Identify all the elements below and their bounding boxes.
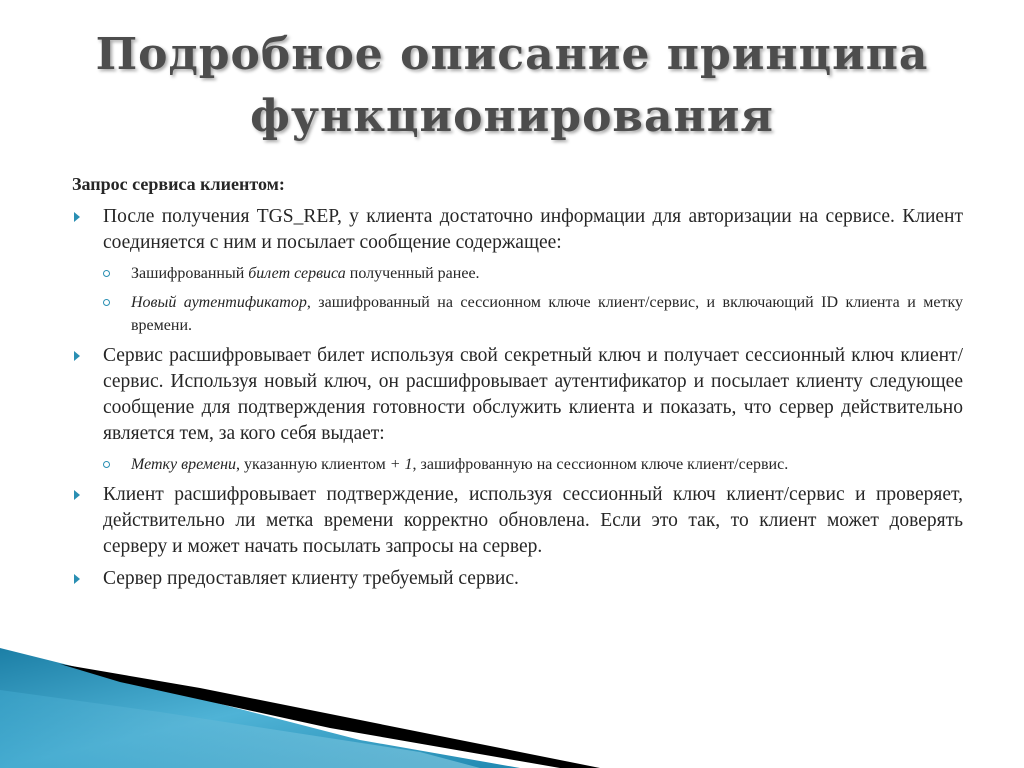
- sub-text-post: полученный ранее.: [345, 265, 480, 282]
- triangle-bullet-icon: [74, 212, 80, 222]
- circle-bullet-icon: [103, 270, 110, 277]
- triangle-bullet-icon: [74, 574, 80, 584]
- circle-bullet-icon: [103, 299, 110, 306]
- sub-text-em: Метку времени: [131, 456, 237, 473]
- bullet-item-1: [72, 204, 963, 256]
- sub-text-post: , зашифрованную на сессионном ключе клиент/сервис.: [412, 456, 789, 473]
- sub-text-em: Новый аутентификатор: [131, 294, 307, 311]
- bullet-text: Клиент расшифровывает подтверждение, используя сессионный ключ клиент/сервис и проверяет, действительно ли метка времени корректно обновлена. Если это так, то клиент может доверять серверу и может начать посылать запросы на сервер.: [103, 484, 963, 557]
- section-heading: Запрос сервиса клиентом:: [72, 174, 285, 194]
- sub-bullet-item-2: [103, 291, 963, 337]
- sub-text-pre: Зашифрованный: [131, 265, 249, 282]
- triangle-bullet-icon: [74, 351, 80, 361]
- sub-text-em2: + 1: [389, 456, 413, 473]
- sub-text-mid: , указанную клиентом: [236, 456, 390, 473]
- triangle-bullet-icon: [74, 490, 80, 500]
- sub-text-em: билет сервиса: [248, 265, 346, 282]
- title-line-1: Подробное описание принципа: [95, 29, 929, 80]
- sub-text-post: , зашифрованный на сессионном ключе клиент/сервис, и включающий ID клиента и метку времени.: [131, 294, 964, 334]
- sub-bullet-item-1: [103, 262, 963, 285]
- title-line-2: функционирования: [250, 91, 774, 142]
- circle-bullet-icon: [103, 461, 110, 468]
- bullet-item-2: [72, 343, 963, 447]
- bullet-item-3: [72, 482, 963, 560]
- bullet-item-4: [72, 566, 963, 592]
- slide-title: [40, 24, 984, 148]
- sub-bullet-item-3: [103, 453, 963, 476]
- slide-content: [72, 172, 963, 598]
- bullet-text: Сервер предоставляет клиенту требуемый сервис.: [103, 568, 519, 589]
- bullet-text: Сервис расшифровывает билет используя свой секретный ключ и получает сессионный ключ клиент/сервис. Используя новый ключ, он расшифровывает аутентификатор и посылает клиенту следующее сообщение для подтверждения готовности обслужить клиента и показать, что сервер действительно является тем, за кого себя выдает:: [103, 345, 963, 444]
- bullet-text: После получения TGS_REP, у клиента достаточно информации для авторизации на сервисе. Клиент соединяется с ним и посылает сообщение содержащее:: [103, 206, 963, 253]
